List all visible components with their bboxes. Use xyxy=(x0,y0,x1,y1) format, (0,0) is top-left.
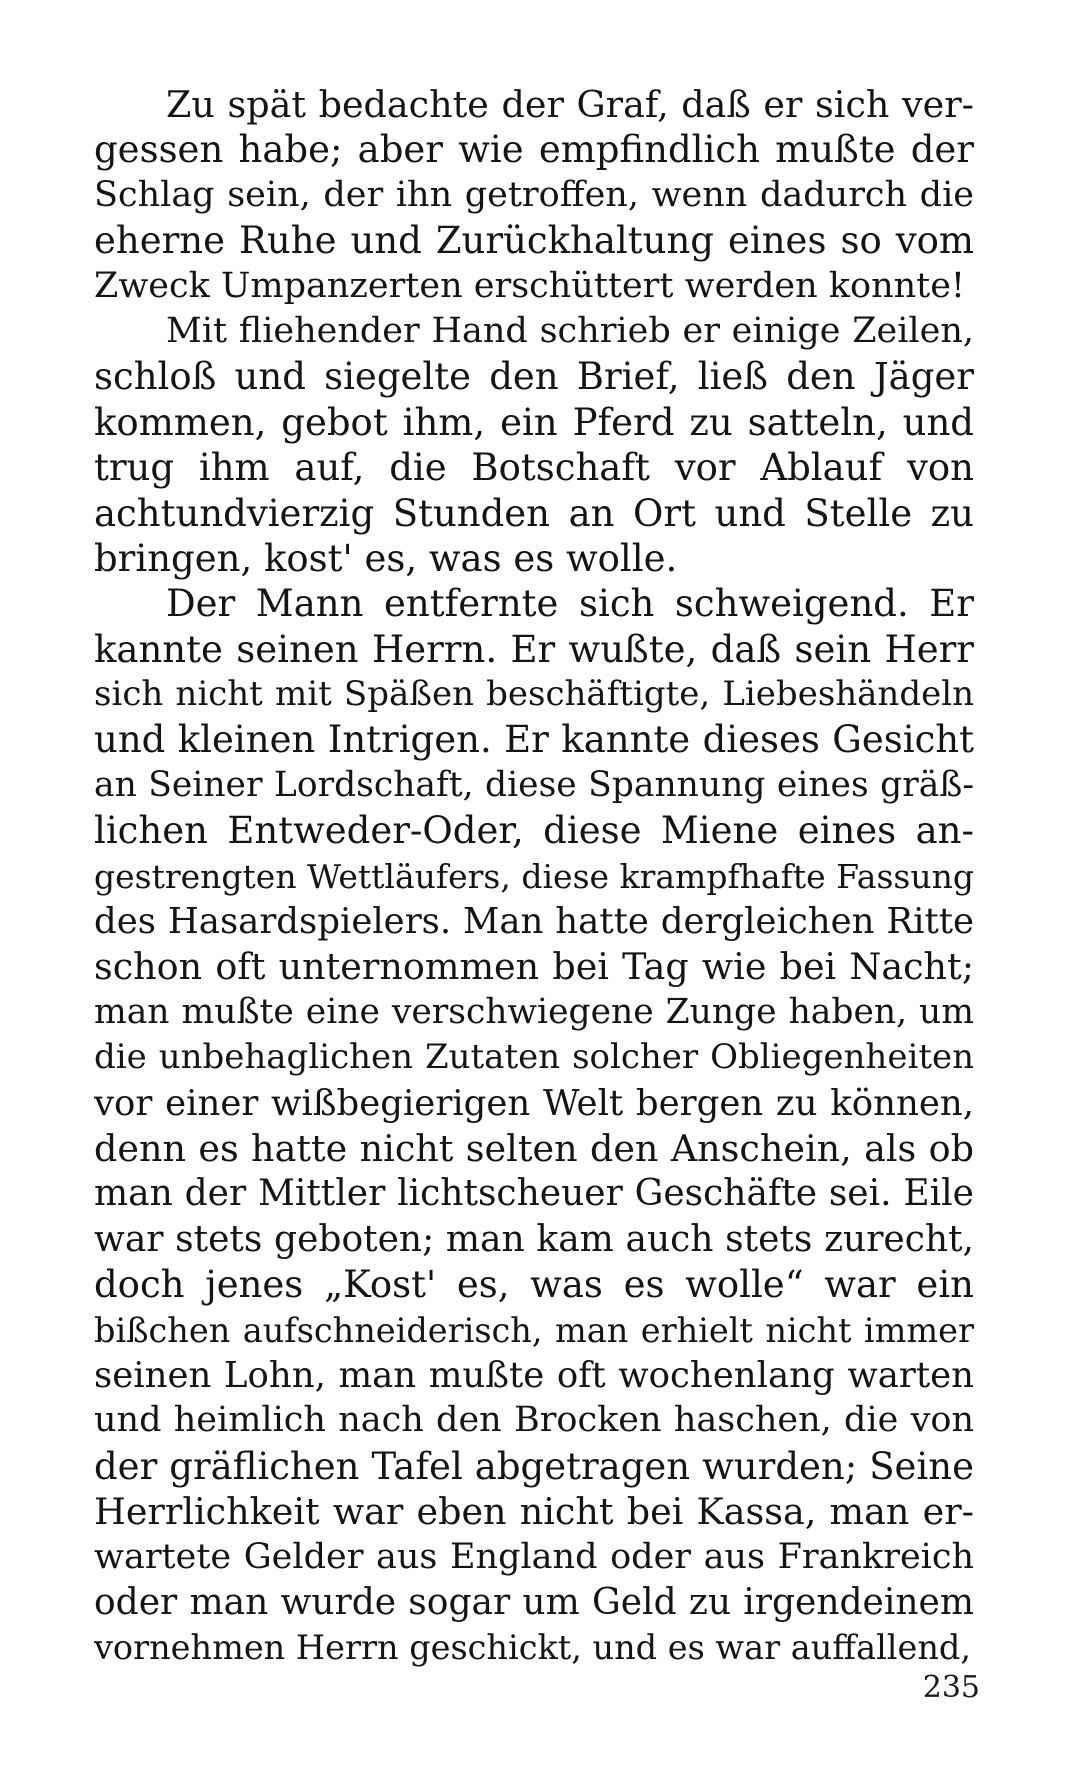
paragraph xyxy=(94,82,974,309)
body-text xyxy=(94,82,974,1671)
text-line: Der Mann entfernte sich schweigend. Er xyxy=(166,582,974,626)
paragraph xyxy=(94,581,974,1670)
text-line: war stets geboten; man kam auch stets zurecht, xyxy=(94,1218,974,1260)
text-line: an Seiner Lordschaft, diese Spannung eines gräß- xyxy=(94,764,974,805)
text-line: seinen Lohn, man mußte oft wochenlang warten xyxy=(94,1354,974,1396)
text-line: Herrlichkeit war eben nicht bei Kassa, man er- xyxy=(94,1490,974,1534)
text-line: gessen habe; aber wie empfindlich mußte der xyxy=(94,128,974,172)
text-line: der gräflichen Tafel abgetragen wurden; Seine xyxy=(94,1444,974,1488)
page-number: 235 xyxy=(922,1670,980,1705)
text-line: und kleinen Intrigen. Er kannte dieses Gesicht xyxy=(94,718,974,762)
text-line: wartete Gelder aus England oder aus Frankreich xyxy=(94,1536,974,1577)
text-line: man mußte eine verschwiegene Zunge haben, um xyxy=(94,991,974,1032)
text-line: kommen, gebot ihm, ein Pferd zu satteln, und xyxy=(94,400,974,444)
text-line: und heimlich nach den Brocken haschen, die von xyxy=(94,1400,974,1441)
text-line: Mit fliehender Hand schrieb er einige Zeilen, xyxy=(166,310,974,351)
text-line: achtundvierzig Stunden an Ort und Stelle zu xyxy=(94,491,974,535)
text-line: Schlag sein, der ihn getroffen, wenn dadurch die xyxy=(94,174,974,215)
text-line: man der Mittler lichtscheuer Geschäfte sei. Eile xyxy=(94,1173,974,1215)
text-line: Zweck Umpanzerten erschüttert werden konnte! xyxy=(94,265,966,306)
text-line: oder man wurde sogar um Geld zu irgendeinem xyxy=(94,1581,974,1623)
text-line: Zu spät bedachte der Graf, daß er sich ver- xyxy=(166,83,974,126)
text-line: sich nicht mit Späßen beschäftigte, Liebeshändeln xyxy=(94,674,974,715)
text-line: vor einer wißbegierigen Welt bergen zu können, xyxy=(94,1082,974,1124)
text-line: doch jenes „Kost' es, was es wolle“ war ein xyxy=(94,1263,974,1307)
text-line: bringen, kost' es, was es wolle. xyxy=(94,536,678,580)
text-line: gestrengten Wettläufers, diese krampfhafte Fassung xyxy=(94,856,974,896)
text-line: schloß und siegelte den Brief, ließ den Jäger xyxy=(94,355,974,399)
text-line: bißchen aufschneiderisch, man erhielt nicht immer xyxy=(94,1310,974,1350)
text-line: vornehmen Herrn geschickt, und es war auffallend, xyxy=(94,1628,971,1668)
text-line: kannte seinen Herrn. Er wußte, daß sein Herr xyxy=(94,627,974,671)
text-line: lichen Entweder-Oder, diese Miene eines an- xyxy=(94,809,974,853)
text-line: eherne Ruhe und Zurückhaltung eines so vom xyxy=(94,219,974,263)
text-line: die unbehaglichen Zutaten solcher Obliegenheiten xyxy=(94,1037,974,1078)
paragraph xyxy=(94,309,974,581)
text-line: denn es hatte nicht selten den Anschein, als ob xyxy=(94,1126,974,1170)
text-line: trug ihm auf, die Botschaft vor Ablauf von xyxy=(94,446,974,490)
text-line: schon oft unternommen bei Tag wie bei Nacht; xyxy=(94,945,974,989)
text-line: des Hasardspielers. Man hatte dergleichen Ritte xyxy=(94,901,974,943)
